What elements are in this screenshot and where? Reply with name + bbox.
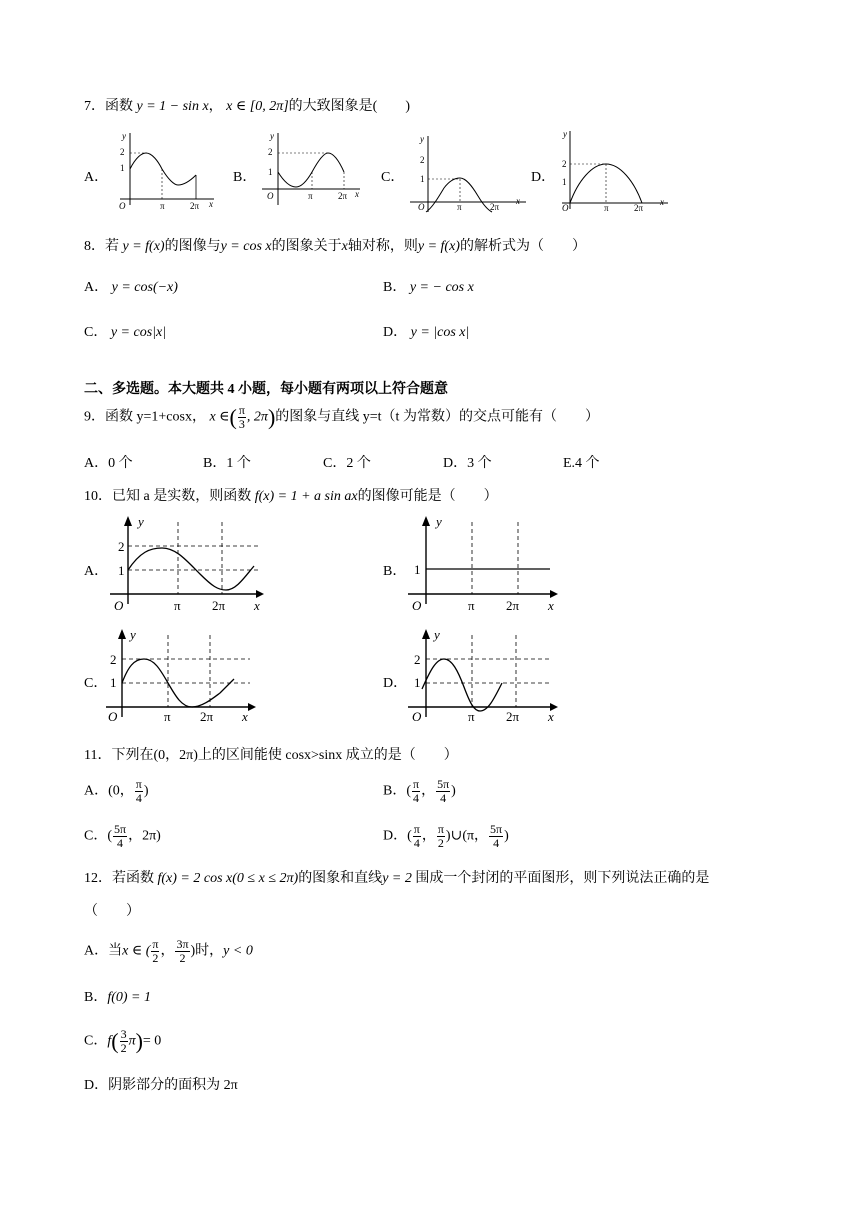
q7-graph-c — [404, 132, 530, 214]
q12-option-d[interactable]: D．阴影部分的面积为 2π — [84, 1078, 238, 1093]
svg-text:2π: 2π — [190, 201, 200, 209]
svg-text:1: 1 — [118, 563, 125, 578]
q12-option-b[interactable]: B．f(0) = 1 — [84, 990, 152, 1005]
svg-text:x: x — [516, 196, 520, 206]
svg-text:π: π — [164, 709, 171, 724]
svg-text:x: x — [242, 709, 248, 724]
svg-text:2π: 2π — [634, 203, 644, 213]
q11-option-a[interactable]: A．(0， $\frac{\pi}{4}$ ) — [84, 777, 149, 805]
q8-option-c[interactable]: C． y = cos|x| — [84, 325, 167, 340]
svg-text:π: π — [174, 598, 181, 613]
svg-text:x: x — [254, 598, 260, 613]
svg-text:π: π — [468, 709, 475, 724]
q10-option-b-label: B． — [383, 564, 407, 579]
q9-option-e[interactable]: E.4 个 — [563, 456, 600, 471]
q10-graph-a — [104, 512, 270, 616]
svg-text:2: 2 — [110, 652, 117, 667]
q7-option-d-label: D． — [531, 170, 556, 185]
q9-option-b[interactable]: B．1 个 — [203, 456, 251, 471]
svg-text:2: 2 — [268, 147, 273, 157]
svg-text:x: x — [209, 199, 213, 209]
section-heading: 二、多选题。本大题共 4 小题，每小题有两项以上符合题意 — [84, 382, 448, 397]
svg-text:π: π — [308, 191, 313, 201]
svg-text:O: O — [108, 709, 118, 724]
q10-option-c-label: C． — [84, 676, 108, 691]
q11-option-b[interactable]: B．( $\frac{\pi}{4}$ ， $\frac{5\pi}{4}$ ) — [383, 777, 456, 805]
q8-stem: 8．若 y = f(x)的图像与y = cos x的图象关于x轴对称，则y = f(x)的解析式为（ ） — [84, 239, 586, 254]
q9-stem: 9．函数 y=1+cosx， x ∈( $\frac{\pi}{3}$ , 2π)的图象与直线 y=t（t 为常数）的交点可能有（ ） — [84, 403, 599, 431]
q9-option-a[interactable]: A．0 个 — [84, 456, 133, 471]
svg-text:y: y — [270, 131, 274, 141]
q10-graph-d — [402, 623, 568, 727]
svg-text:2π: 2π — [506, 598, 520, 613]
q12-stem: 12．若函数 f(x) = 2 cos x(0 ≤ x ≤ 2π)的图象和直线y = 2 围成一个封闭的平面图形，则下列说法正确的是 — [84, 871, 710, 886]
svg-text:y: y — [420, 134, 424, 144]
svg-text:x: x — [548, 598, 554, 613]
svg-text:1: 1 — [414, 562, 421, 577]
q9-option-d[interactable]: D．3 个 — [443, 456, 492, 471]
svg-text:O: O — [412, 598, 422, 613]
q9-option-c[interactable]: C．2 个 — [323, 456, 371, 471]
q8-option-d[interactable]: D． y = |cos x| — [383, 325, 470, 340]
svg-text:1: 1 — [268, 167, 273, 177]
q10-option-a-label: A． — [84, 564, 109, 579]
svg-text:2: 2 — [120, 147, 125, 157]
svg-text:y: y — [130, 627, 136, 642]
q10-option-d-label: D． — [383, 676, 408, 691]
q11-option-c[interactable]: C．( $\frac{5\pi}{4}$ ，2π) — [84, 822, 161, 850]
svg-text:1: 1 — [414, 675, 421, 690]
q7-option-a-label: A． — [84, 170, 109, 185]
q12-answer-paren: （ ） — [84, 904, 140, 919]
q7-stem: 7．函数 y = 1 − sin x， x ∈ [0, 2π]的大致图象是( ) — [84, 99, 410, 114]
svg-text:π: π — [604, 203, 609, 213]
svg-text:2: 2 — [414, 652, 421, 667]
svg-text:O: O — [267, 191, 274, 201]
svg-text:O: O — [412, 709, 422, 724]
svg-text:x: x — [660, 197, 664, 207]
svg-text:O: O — [119, 201, 126, 209]
q10-graph-b — [402, 512, 568, 616]
svg-text:2π: 2π — [490, 202, 500, 212]
q7-graph-b — [258, 127, 364, 209]
svg-text:x: x — [355, 189, 359, 199]
q12-option-a[interactable]: A．当x ∈ ( $\frac{\pi}{2}$ ， $\frac{3\pi}{2}$ )时，y < 0 — [84, 937, 253, 965]
q7-option-c-label: C． — [381, 170, 405, 185]
svg-text:2: 2 — [420, 155, 425, 165]
svg-text:2π: 2π — [338, 191, 348, 201]
svg-text:x: x — [548, 709, 554, 724]
svg-text:2π: 2π — [212, 598, 226, 613]
svg-text:O: O — [562, 203, 569, 213]
svg-text:y: y — [436, 514, 442, 529]
svg-text:π: π — [457, 202, 462, 212]
svg-text:y: y — [138, 514, 144, 529]
svg-text:2: 2 — [118, 539, 125, 554]
svg-text:y: y — [563, 129, 567, 139]
svg-text:π: π — [468, 598, 475, 613]
q8-option-b[interactable]: B． y = − cos x — [383, 280, 474, 295]
q7-graph-a — [112, 127, 218, 209]
svg-text:y: y — [434, 627, 440, 642]
svg-text:2π: 2π — [200, 709, 214, 724]
svg-text:1: 1 — [120, 163, 125, 173]
q8-option-a[interactable]: A． y = cos(−x) — [84, 280, 178, 295]
svg-text:O: O — [418, 202, 425, 212]
svg-text:π: π — [160, 201, 165, 209]
svg-text:1: 1 — [562, 177, 567, 187]
q10-stem: 10．已知 a 是实数，则函数 f(x) = 1 + a sin ax的图像可能是（ ） — [84, 489, 498, 504]
svg-text:2π: 2π — [506, 709, 520, 724]
svg-text:1: 1 — [420, 174, 425, 184]
svg-text:y: y — [122, 131, 126, 141]
q11-stem: 11．下列在(0，2π)上的区间能使 cosx>sinx 成立的是（ ） — [84, 748, 458, 763]
q7-graph-d — [556, 127, 672, 213]
svg-text:2: 2 — [562, 159, 567, 169]
q10-graph-c — [100, 623, 266, 727]
q12-option-c[interactable]: C．f( $\frac{3}{2}$ π)= 0 — [84, 1027, 162, 1055]
svg-text:O: O — [114, 598, 124, 613]
svg-text:1: 1 — [110, 675, 117, 690]
q7-option-b-label: B． — [233, 170, 257, 185]
q11-option-d[interactable]: D．( $\frac{\pi}{4}$ ， $\frac{\pi}{2}$ )∪(π， $\frac{5\pi}{4}$ ) — [383, 822, 509, 850]
